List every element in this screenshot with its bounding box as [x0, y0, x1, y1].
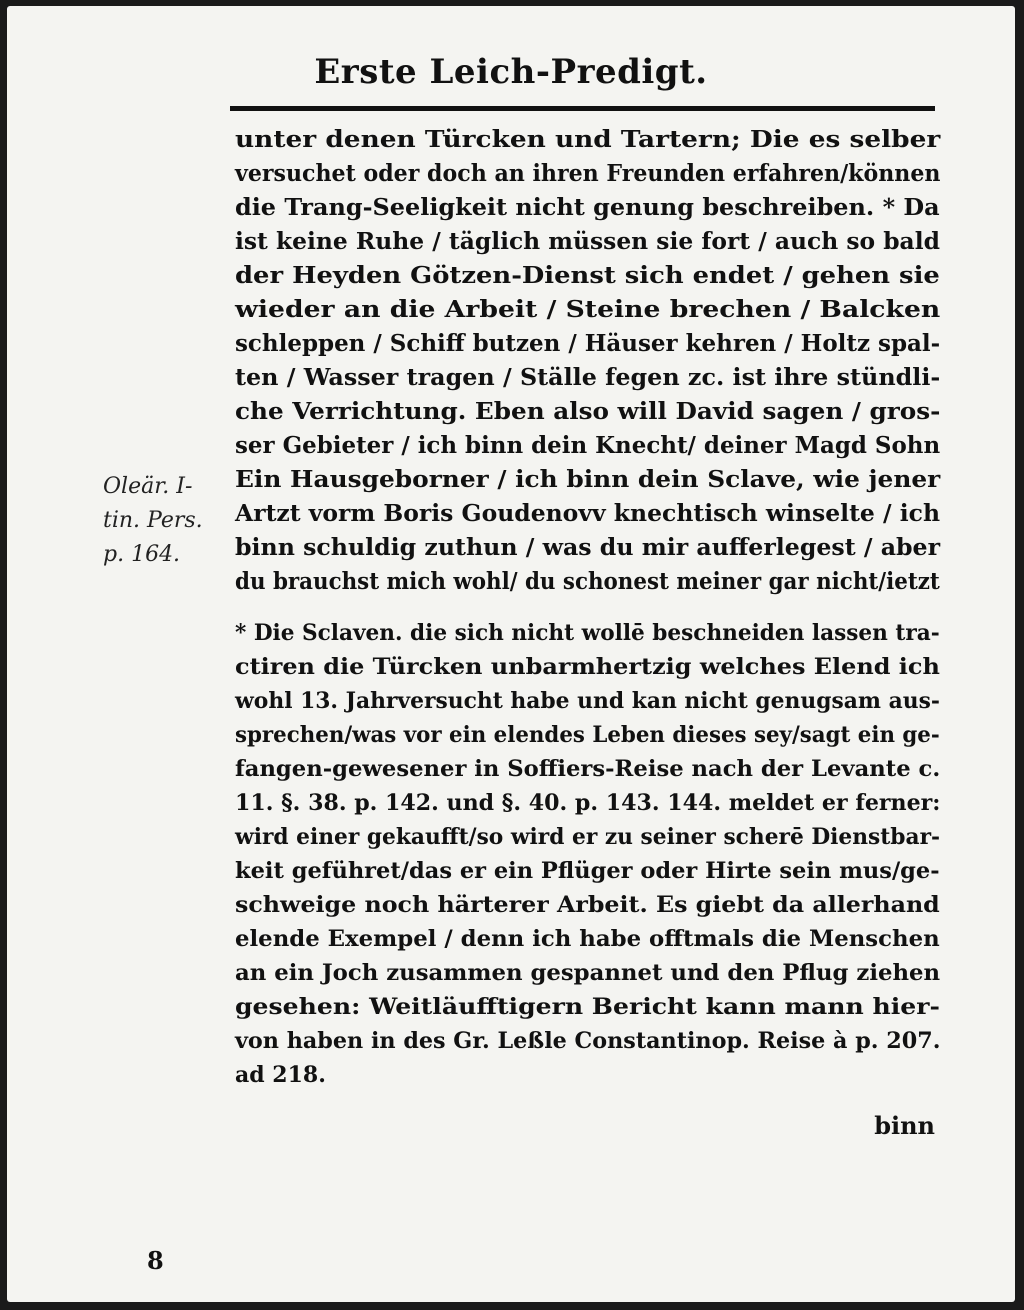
- catchword: binn: [874, 1111, 935, 1140]
- signature-mark: 8: [147, 1246, 164, 1275]
- footnote-line: elende Exempel / denn ich habe offtmals die Menschen: [235, 926, 940, 952]
- header-rule: [230, 106, 935, 111]
- footnote-line: 11. §. 38. p. 142. und §. 40. p. 143. 144. meldet er ferner:: [235, 790, 941, 816]
- footnote-line: schweige noch härterer Arbeit. Es giebt da allerhand: [235, 892, 940, 918]
- footnote-line: wird einer gekaufft/so wird er zu seiner scherē Dienstbar-: [235, 824, 941, 850]
- footnote-line: keit geführet/das er ein Pflüger oder Hirte sein mus/ge-: [235, 858, 940, 884]
- margin-note-line: tin. Pers.: [103, 508, 203, 533]
- footnote-line: wohl 13. Jahrversucht habe und kan nicht genugsam aus-: [235, 688, 940, 714]
- body-line: der Heyden Götzen-Dienst sich endet / gehen sie: [235, 262, 940, 289]
- body-line: Artzt vorm Boris Goudenovv knechtisch winselte / ich: [235, 500, 941, 527]
- margin-note-line: Oleär. I-: [103, 474, 193, 499]
- running-header-title: Erste Leich-Predigt.: [314, 52, 708, 92]
- footnote-line: sprechen/was vor ein elendes Leben dieses sey/sagt ein ge-: [235, 722, 940, 748]
- body-line: du brauchst mich wohl/ du schonest meiner gar nicht/ietzt: [235, 568, 940, 595]
- body-line: ten / Wasser tragen / Ställe fegen zc. ist ihre stündli-: [235, 364, 941, 391]
- body-line: die Trang-Seeligkeit nicht genung beschreiben. * Da: [235, 194, 940, 221]
- body-line: ser Gebieter / ich binn dein Knecht/ deiner Magd Sohn: [235, 432, 941, 459]
- footnote-line: fangen-gewesener in Soffiers-Reise nach der Levante c.: [235, 756, 941, 782]
- footnote-line: ctiren die Türcken unbarmhertzig welches Elend ich: [235, 654, 940, 680]
- footnote-line: * Die Sclaven. die sich nicht wollē beschneiden lassen tra-: [235, 620, 940, 646]
- body-line: wieder an die Arbeit / Steine brechen / Balcken: [235, 296, 941, 323]
- body-line: binn schuldig zuthun / was du mir aufferlegest / aber: [235, 534, 941, 561]
- footnote-line: ad 218.: [235, 1062, 326, 1088]
- margin-note-line: p. 164.: [103, 542, 181, 567]
- book-page: [7, 6, 1015, 1302]
- footnote-line: gesehen: Weitläufftigern Bericht kann mann hier-: [235, 994, 940, 1020]
- body-line: schleppen / Schiff butzen / Häuser kehren / Holtz spal-: [235, 330, 941, 357]
- footnote-line: von haben in des Gr. Leßle Constantinop. Reise à p. 207.: [235, 1028, 941, 1054]
- body-line: unter denen Türcken und Tartern; Die es selber: [235, 126, 941, 153]
- body-line: ist keine Ruhe / täglich müssen sie fort / auch so bald: [235, 228, 940, 255]
- footnote-line: an ein Joch zusammen gespannet und den Pflug ziehen: [235, 960, 941, 986]
- body-line: che Verrichtung. Eben also will David sagen / gros-: [235, 398, 941, 425]
- body-line: Ein Hausgeborner / ich binn dein Sclave, wie jener: [235, 466, 941, 493]
- body-line: versuchet oder doch an ihren Freunden erfahren/können: [235, 160, 941, 187]
